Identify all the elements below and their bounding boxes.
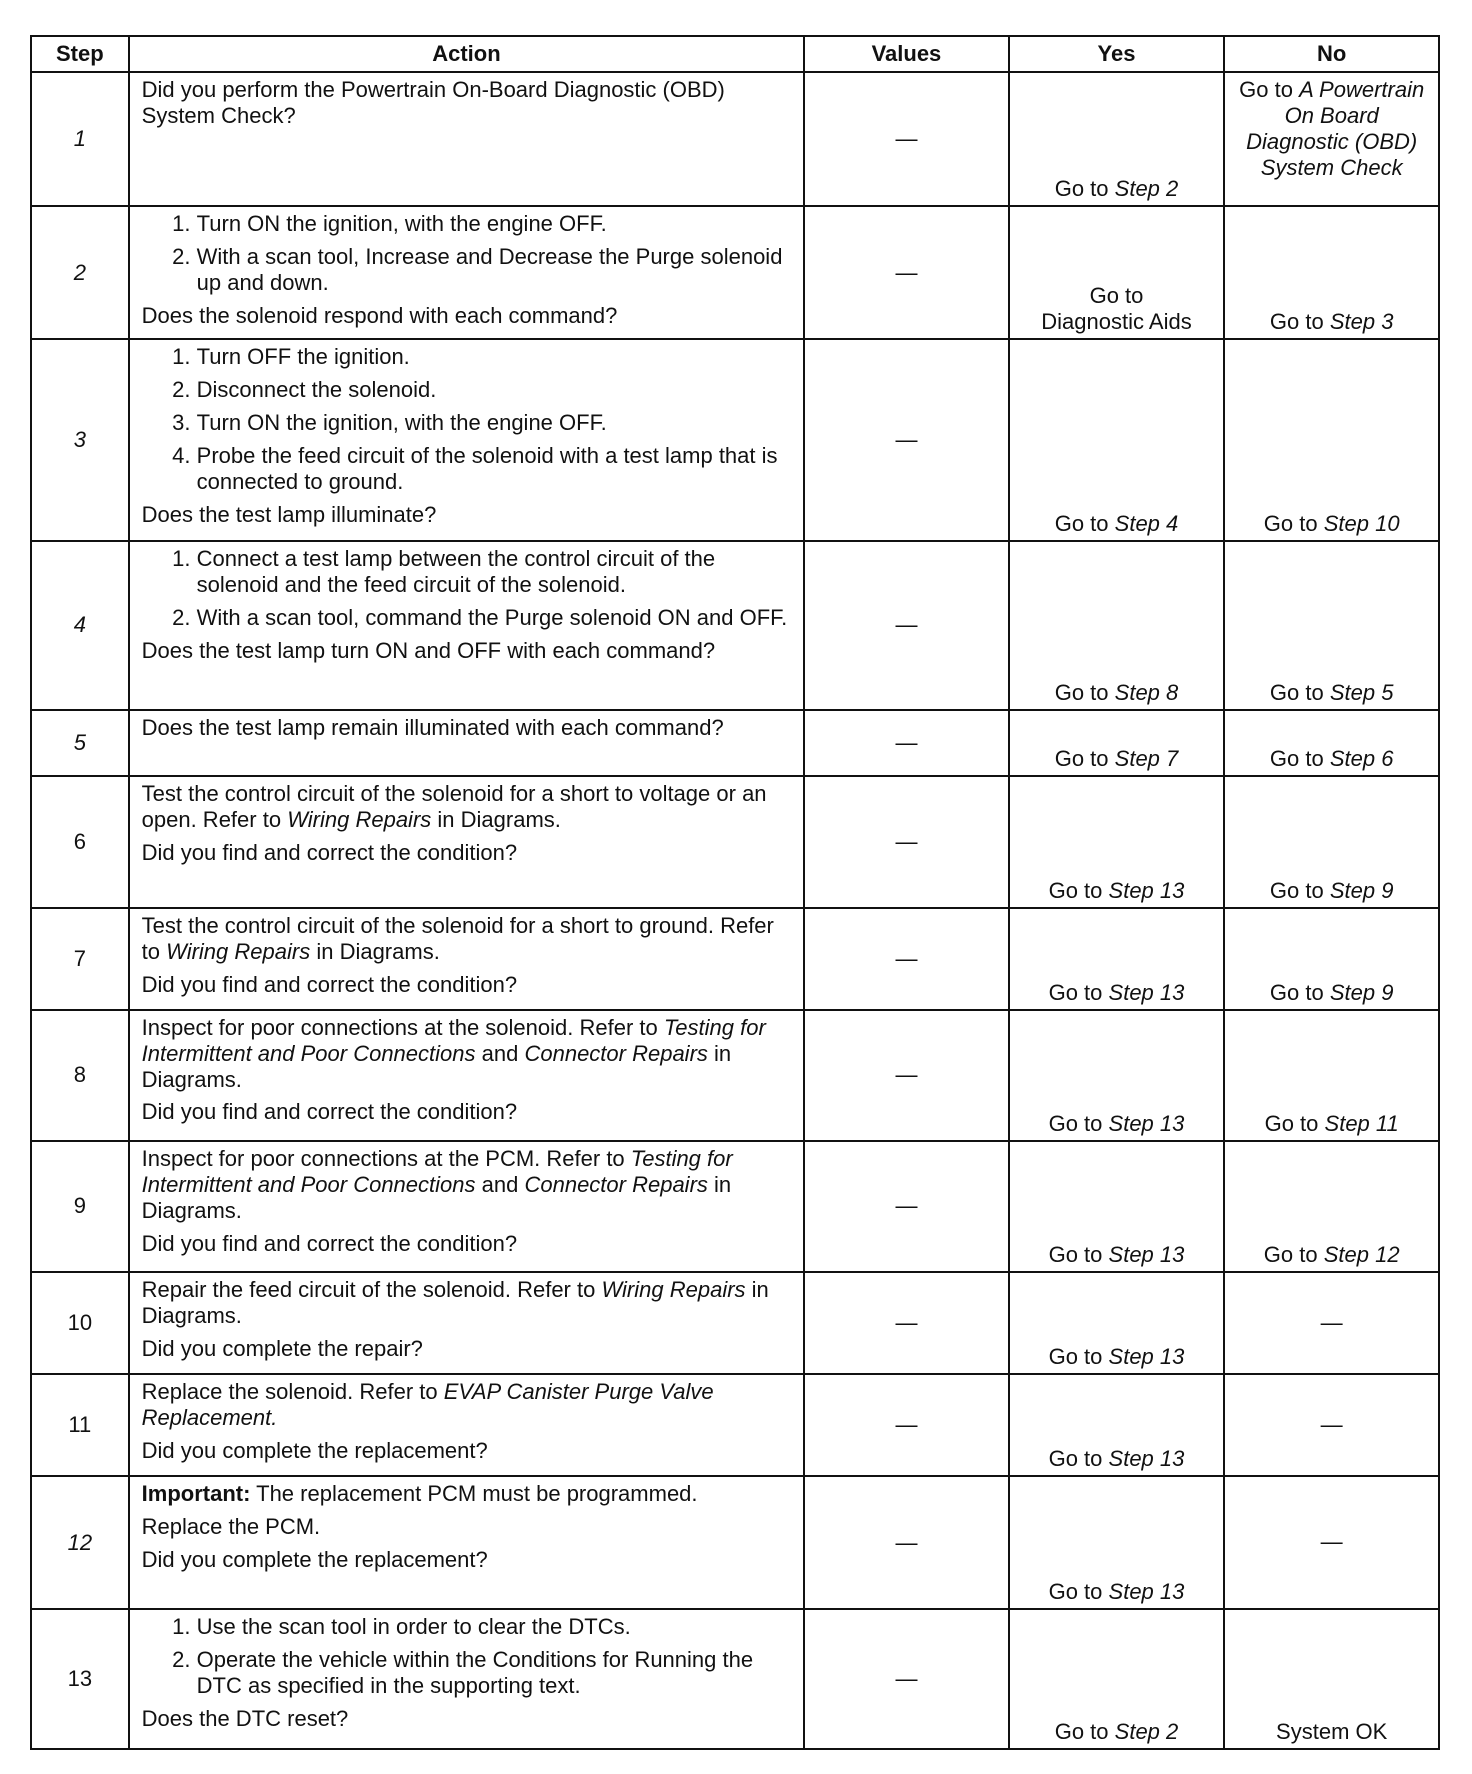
yes-cell xyxy=(1009,776,1225,907)
go-to-text: Go to xyxy=(1048,1242,1103,1268)
important-text: The replacement PCM must be programmed. xyxy=(256,1481,698,1507)
action-cell xyxy=(129,1476,805,1609)
go-to-text: Go to xyxy=(1263,1242,1318,1268)
no-link[interactable]: Step 12 xyxy=(1323,1242,1400,1268)
yes-cell xyxy=(1009,1010,1225,1141)
action-steps xyxy=(142,344,794,495)
action-text xyxy=(142,1015,794,1093)
action-question: Does the DTC reset? xyxy=(141,1706,349,1732)
go-to-text: Go to xyxy=(1054,746,1109,772)
values-cell: — xyxy=(804,1476,1008,1609)
header-no: No xyxy=(1224,36,1439,72)
yes-cell xyxy=(1009,339,1225,541)
table-row xyxy=(31,339,1439,541)
go-to-text: Go to xyxy=(1269,746,1324,772)
values-cell: — xyxy=(804,541,1008,710)
no-cell: System OK xyxy=(1224,1609,1439,1749)
action-step: 2. Operate the vehicle within the Conditions for Running the DTC as specified in the supporting text. xyxy=(197,1647,794,1699)
no-link[interactable]: Step 9 xyxy=(1329,877,1394,903)
table-row xyxy=(31,1476,1439,1609)
action-question: Did you complete the repair? xyxy=(141,1335,423,1361)
header-row xyxy=(31,36,1439,72)
important-note xyxy=(142,1481,794,1507)
table-row xyxy=(31,1609,1439,1749)
yes-link[interactable]: Step 13 xyxy=(1108,1446,1185,1472)
yes-link[interactable]: Step 4 xyxy=(1114,511,1179,537)
action-text-part: and xyxy=(481,1171,519,1197)
action-steps xyxy=(142,546,794,631)
yes-link[interactable]: Step 13 xyxy=(1108,1579,1185,1605)
step-number: 6 xyxy=(31,776,129,907)
no-cell: — xyxy=(1224,1374,1439,1476)
step-number: 3 xyxy=(31,339,129,541)
step-number: 5 xyxy=(31,710,129,777)
action-text: Replace the PCM. xyxy=(141,1514,321,1540)
action-text-part: Inspect for poor connections at the PCM. Refer to xyxy=(141,1145,625,1171)
values-cell: — xyxy=(804,908,1008,1010)
yes-link[interactable]: Step 2 xyxy=(1114,176,1179,202)
yes-link[interactable]: Step 13 xyxy=(1108,979,1185,1005)
table-row xyxy=(31,1374,1439,1476)
no-link[interactable]: Step 3 xyxy=(1329,309,1394,335)
go-to-text: Go to xyxy=(1048,1344,1103,1370)
yes-cell xyxy=(1009,1374,1225,1476)
important-label: Important: xyxy=(141,1481,251,1507)
action-question: Does the test lamp turn ON and OFF with each command? xyxy=(141,637,716,663)
values-cell: — xyxy=(804,206,1008,339)
no-cell xyxy=(1224,710,1439,777)
action-step: 1. Turn ON the ignition, with the engine OFF. xyxy=(197,211,794,237)
action-step: 4. Probe the feed circuit of the solenoid with a test lamp that is connected to ground. xyxy=(197,443,794,495)
action-cell xyxy=(129,710,805,777)
yes-link[interactable]: Step 8 xyxy=(1114,679,1179,705)
action-step: 1. Connect a test lamp between the control circuit of the solenoid and the feed circuit of the solenoid. xyxy=(197,546,794,598)
go-to-text: Go to xyxy=(1048,1579,1103,1605)
reference-link[interactable]: Connector Repairs xyxy=(524,1040,708,1066)
table-row xyxy=(31,710,1439,777)
action-cell xyxy=(129,72,805,206)
action-steps xyxy=(142,211,794,296)
action-cell xyxy=(129,776,805,907)
action-text-part: in Diagrams. xyxy=(316,938,440,964)
no-link[interactable]: Step 5 xyxy=(1329,679,1394,705)
no-cell xyxy=(1224,541,1439,710)
action-text-part: Test the control circuit of the solenoid for a short to ground. Refer to xyxy=(141,912,774,964)
yes-link[interactable]: Step 2 xyxy=(1114,1719,1179,1745)
yes-link[interactable]: Diagnostic Aids xyxy=(1041,309,1192,335)
yes-cell xyxy=(1009,72,1225,206)
action-text-part: in Diagrams. xyxy=(141,1171,732,1223)
yes-cell xyxy=(1009,1476,1225,1609)
action-text xyxy=(142,913,794,965)
no-cell xyxy=(1224,72,1439,206)
no-cell: — xyxy=(1224,1476,1439,1609)
step-number: 11 xyxy=(31,1374,129,1476)
reference-link[interactable]: Connector Repairs xyxy=(524,1171,708,1197)
action-text-part: Inspect for poor connections at the solenoid. Refer to xyxy=(141,1014,658,1040)
yes-cell xyxy=(1009,1609,1225,1749)
yes-link[interactable]: Step 13 xyxy=(1108,1344,1185,1370)
step-number: 13 xyxy=(31,1609,129,1749)
action-text-part: in Diagrams. xyxy=(141,1040,732,1092)
action-text-part: in Diagrams. xyxy=(141,1277,769,1328)
action-question: Did you find and correct the condition? xyxy=(141,1099,518,1125)
go-to-text: Go to xyxy=(1264,1110,1319,1136)
action-step: 2. With a scan tool, Increase and Decrease the Purge solenoid up and down. xyxy=(197,244,794,296)
reference-link[interactable]: Wiring Repairs xyxy=(601,1277,746,1302)
action-cell xyxy=(129,1272,805,1374)
action-step: 2. With a scan tool, command the Purge solenoid ON and OFF. xyxy=(197,605,794,631)
action-text-part: Replace the solenoid. Refer to xyxy=(141,1379,438,1405)
yes-cell xyxy=(1009,541,1225,710)
action-step: 3. Turn ON the ignition, with the engine OFF. xyxy=(197,410,794,436)
values-cell: — xyxy=(804,1272,1008,1374)
action-question: Did you perform the Powertrain On-Board Diagnostic (OBD) System Check? xyxy=(141,77,725,128)
go-to-text: Go to xyxy=(1269,979,1324,1005)
values-cell: — xyxy=(804,1141,1008,1272)
action-question: Did you complete the replacement? xyxy=(141,1546,488,1572)
no-cell: — xyxy=(1224,1272,1439,1374)
action-cell xyxy=(129,339,805,541)
yes-link[interactable]: Step 13 xyxy=(1108,1242,1185,1268)
action-step: 1. Turn OFF the ignition. xyxy=(197,344,794,370)
go-to-text: Go to xyxy=(1048,1446,1103,1472)
action-question: Did you complete the replacement? xyxy=(141,1437,488,1463)
no-cell xyxy=(1224,339,1439,541)
no-link[interactable]: Step 9 xyxy=(1329,979,1394,1005)
action-steps xyxy=(142,1614,794,1699)
yes-cell xyxy=(1009,206,1225,339)
action-question: Did you find and correct the condition? xyxy=(141,971,518,997)
values-cell: — xyxy=(804,72,1008,206)
action-step: 1. Use the scan tool in order to clear the DTCs. xyxy=(197,1614,794,1640)
yes-link[interactable]: Step 7 xyxy=(1114,746,1179,772)
table-row xyxy=(31,1141,1439,1272)
go-to-text: Go to xyxy=(1054,176,1109,202)
values-cell: — xyxy=(804,1609,1008,1749)
action-text xyxy=(142,1277,794,1329)
go-to-text: Go to xyxy=(1269,309,1324,335)
table-row xyxy=(31,72,1439,206)
no-cell xyxy=(1224,776,1439,907)
action-text-part: in Diagrams. xyxy=(437,807,561,833)
values-cell: — xyxy=(804,1374,1008,1476)
no-link[interactable]: Step 10 xyxy=(1323,511,1400,537)
action-question: Did you find and correct the condition? xyxy=(141,840,518,866)
reference-link[interactable]: Testing for Intermittent and Poor Connections xyxy=(141,1145,733,1197)
reference-link[interactable]: EVAP Canister Purge Valve Replacement. xyxy=(141,1379,714,1430)
table-row xyxy=(31,908,1439,1010)
values-cell: — xyxy=(804,710,1008,777)
action-question: Does the test lamp remain illuminated with each command? xyxy=(141,714,724,740)
step-number: 9 xyxy=(31,1141,129,1272)
table-row xyxy=(31,776,1439,907)
action-cell xyxy=(129,908,805,1010)
go-to-text: Go to xyxy=(1048,1110,1103,1136)
yes-cell xyxy=(1009,1272,1225,1374)
no-cell xyxy=(1224,1010,1439,1141)
no-cell xyxy=(1224,1141,1439,1272)
yes-cell xyxy=(1009,1141,1225,1272)
action-question: Does the test lamp illuminate? xyxy=(141,502,437,528)
values-cell: — xyxy=(804,339,1008,541)
step-number: 2 xyxy=(31,206,129,339)
action-text xyxy=(142,781,794,833)
table-row xyxy=(31,206,1439,339)
header-values: Values xyxy=(804,36,1008,72)
go-to-text: Go to xyxy=(1054,1719,1109,1745)
no-cell xyxy=(1224,206,1439,339)
go-to-text: Go to xyxy=(1239,77,1293,102)
header-action: Action xyxy=(129,36,805,72)
no-link[interactable]: Step 11 xyxy=(1324,1110,1399,1136)
action-cell xyxy=(129,1374,805,1476)
step-number: 4 xyxy=(31,541,129,710)
yes-cell xyxy=(1009,908,1225,1010)
action-cell xyxy=(129,206,805,339)
go-to-text: Go to xyxy=(1089,283,1144,309)
step-number: 7 xyxy=(31,908,129,1010)
header-step: Step xyxy=(31,36,129,72)
go-to-text: Go to xyxy=(1269,679,1324,705)
no-link[interactable]: Step 6 xyxy=(1329,746,1394,772)
action-text-part: Test the control circuit of the solenoid for a short to voltage or an open. Refer to xyxy=(141,781,767,833)
action-text xyxy=(142,1379,794,1431)
go-to-text: Go to xyxy=(1054,679,1109,705)
values-cell: — xyxy=(804,776,1008,907)
go-to-text: Go to xyxy=(1054,511,1109,537)
action-text-part: and xyxy=(481,1040,519,1066)
go-to-text: Go to xyxy=(1263,511,1318,537)
step-number: 12 xyxy=(31,1476,129,1609)
reference-link[interactable]: Wiring Repairs xyxy=(287,807,432,833)
no-cell xyxy=(1224,908,1439,1010)
no-link[interactable]: A Powertrain On Board Diagnostic (OBD) System Check xyxy=(1246,77,1425,180)
table-row xyxy=(31,1272,1439,1374)
header-yes: Yes xyxy=(1009,36,1225,72)
reference-link[interactable]: Testing for Intermittent and Poor Connections xyxy=(141,1014,766,1066)
yes-link[interactable]: Step 13 xyxy=(1108,877,1185,903)
action-text xyxy=(142,1146,794,1224)
action-cell xyxy=(129,541,805,710)
action-cell xyxy=(129,1010,805,1141)
step-number: 10 xyxy=(31,1272,129,1374)
reference-link[interactable]: Wiring Repairs xyxy=(166,938,311,964)
action-question: Does the solenoid respond with each command? xyxy=(141,303,618,329)
action-cell xyxy=(129,1609,805,1749)
action-step: 2. Disconnect the solenoid. xyxy=(197,377,794,403)
yes-link[interactable]: Step 13 xyxy=(1108,1110,1185,1136)
diagnostic-table xyxy=(30,35,1440,1750)
go-to-text: Go to xyxy=(1048,979,1103,1005)
table-row xyxy=(31,1010,1439,1141)
action-text-part: Repair the feed circuit of the solenoid. Refer to xyxy=(141,1277,596,1302)
go-to-text: Go to xyxy=(1048,877,1103,903)
step-number: 8 xyxy=(31,1010,129,1141)
step-number: 1 xyxy=(31,72,129,206)
go-to-text: Go to xyxy=(1269,877,1324,903)
action-question: Did you find and correct the condition? xyxy=(141,1230,518,1256)
values-cell: — xyxy=(804,1010,1008,1141)
table-row xyxy=(31,541,1439,710)
action-cell xyxy=(129,1141,805,1272)
yes-cell xyxy=(1009,710,1225,777)
